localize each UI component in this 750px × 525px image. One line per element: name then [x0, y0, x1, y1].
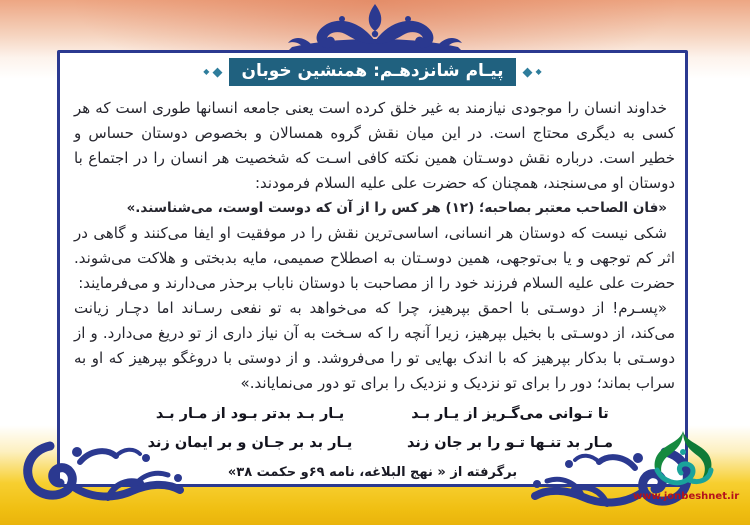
watermark-url: www.jonbeshnet.ir [633, 491, 740, 502]
diamond-ornament-icon [203, 66, 222, 79]
top-crest-ornament-icon [280, 3, 470, 53]
hemistich-left: یـار بـد بدتر بـود از مـار بـد [155, 406, 345, 422]
hadith-quote: «فان الصاحب معتبر بصاحبه؛ (۱۲) هر کس را از آن که دوست اوست، می‌شناسند.» [126, 200, 667, 216]
source-footer: برگرفته از « نهج البلاغه، نامه ۶۹و حکمت ۳۸» [227, 465, 518, 480]
advice-quote: «پسـرم! از دوسـتی با احمق بپرهیز، چرا که می‌خواهد به تو نفعی رسـاند اما دچـار زیانت می‌کند، از دوسـتی با بخیل بپرهیز، زیرا آنچه را که سـخت به آن نیاز داری از تو دریغ می‌دارد. و از دوسـتی با بدکار بپرهیز که با اندک بهایی تو را می‌فروشد. و از دوستی با دروغگو بپرهیز که او به سراب بماند؛ دور را برای تو نزدیک و نزدیک را برای تو دور می‌نمایاند.» [74, 299, 675, 392]
hemistich-left: یـار بد بر جـان و بر ایمان زند [147, 435, 353, 451]
paragraph-friends-role: شکی نیست که دوستان هر انسانی، اساسی‌ترین نقش را در موفقیت او ایفا می‌کنند و گاهی در اثر کم توجهی و یا بی‌توجهی، همین دوسـتان به اصطلاح صمیمی، مایه بدبختی و هلاکت می‌شوند. حضرت علی علیه السلام فرزند خود را از مصاحبت با دوستان ناباب برحذر می‌دارند و می‌فرمایند: [74, 224, 675, 292]
paragraph-intro: خداوند انسان را موجودی نیازمند به غیر خلق کرده است یعنی جامعه انسانها طوری است که هر کسی به دیگری محتاج است. در این میان نقش گروه همسالان و بخصوص دوستان حساس و خطیر است. درباره نقش دوسـتان همین نکته کافی اسـت که شخصیت هر انسان را در اجتماع با دوستان او می‌سنجند، همچنان که حضرت علی علیه السلام فرمودند: [74, 99, 675, 192]
diamond-ornament-icon [523, 66, 542, 79]
body-text [74, 96, 675, 396]
page-title: پیـام شانزدهـم: همنشین خوبان [229, 58, 515, 86]
diamond-small: ◆ [203, 67, 210, 76]
hemistich-right: مـار بد تنـها تـو را بر جان زند [407, 435, 613, 451]
poetry-row [120, 400, 640, 429]
jonbeshnet-logo-icon [643, 430, 723, 490]
title-row [60, 58, 685, 86]
diamond-big: ◆ [212, 64, 223, 80]
diamond-big: ◆ [522, 64, 533, 80]
hemistich-right: تا تـوانی می‌گـریز از یـار بـد [411, 406, 609, 422]
corner-flourish-left-icon [20, 438, 185, 506]
diamond-small: ◆ [535, 67, 542, 76]
content-frame [57, 50, 688, 487]
